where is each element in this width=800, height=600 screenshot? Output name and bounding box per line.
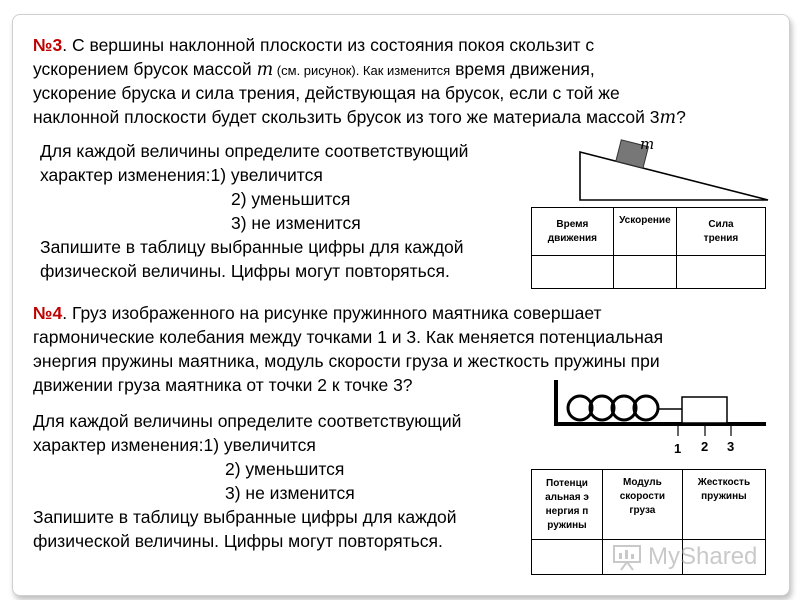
task3-line1 (33, 33, 594, 57)
task3-line4-sym: m (659, 108, 677, 128)
task4-number: №4 (33, 303, 63, 323)
task3-mass-symbol: m (256, 60, 274, 80)
task3-header-friction: Сила трения (676, 208, 765, 256)
task4-line1-text: . Груз изображенного на рисунке пружинного маятника совершает (62, 303, 602, 323)
task4-header-potential: Потенциальная энергия пружины (532, 470, 603, 540)
task4-line1 (33, 301, 602, 325)
task3-line2 (33, 57, 595, 83)
task3-line4-a: наклонной плоскости будет скользить брусок из того же материала массой 3 (33, 107, 660, 127)
spring-coils (568, 396, 658, 420)
task3-number: №3 (33, 35, 63, 55)
task4-write1: Запишите в таблицу выбранные цифры для каждой (33, 507, 457, 527)
task3-opt2: 2) уменьшится (231, 189, 351, 209)
task3-answer-cell-3[interactable] (676, 256, 765, 289)
task4-write2: физической величины. Цифры могут повторяться. (33, 531, 443, 551)
task4-header-stiffness: Жесткость пружины (682, 470, 765, 540)
spring-pendulum-figure (548, 378, 773, 460)
pendulum-load (682, 397, 727, 423)
task4-instr1: Для каждой величины определите соответствующий (33, 411, 462, 431)
task3-write2: физической величины. Цифры могут повторяться. (40, 261, 450, 281)
task3-answer-cell-2[interactable] (613, 256, 676, 289)
task3-answer-table (531, 207, 766, 289)
task3-opt3: 3) не изменится (231, 213, 361, 233)
task4-answer-cell-1[interactable] (532, 540, 603, 575)
task4-instr2: характер изменения:1) увеличится (33, 435, 316, 455)
block-mass-label: m (640, 135, 655, 153)
task3-line2-a: ускорением брусок массой (33, 59, 252, 79)
task3-line2-b: (см. рисунок). Как изменится (273, 63, 451, 78)
task4-line4: движении груза маятника от точки 2 к точке 3? (33, 375, 413, 395)
task4-line2: гармонические колебания между точками 1 и 3. Как меняется потенциальная (33, 327, 664, 347)
point-label-1: 1 (674, 441, 682, 456)
task3-line2-c: время движения, (455, 59, 595, 79)
task3-line3: ускорение бруска и сила трения, действующая на брусок, если с той же (33, 83, 620, 103)
task4-line3: энергия пружины маятника, модуль скорости груза и жесткость пружины при (33, 351, 660, 371)
task3-line4 (33, 105, 686, 130)
presentation-board-icon (612, 543, 642, 571)
inclined-plane-figure (570, 132, 775, 207)
task3-write1: Запишите в таблицу выбранные цифры для каждой (40, 237, 464, 257)
task4-opt2: 2) уменьшится (225, 459, 345, 479)
point-label-2: 2 (701, 439, 709, 454)
task3-line4-end: ? (676, 107, 686, 127)
task3-header-time: Время движения (532, 208, 614, 256)
task4-header-speed: Модуль скорости груза (602, 470, 682, 540)
watermark (612, 540, 767, 574)
task4-opt3: 3) не изменится (225, 483, 355, 503)
task3-instr1: Для каждой величины определите соответствующий (40, 141, 469, 161)
task3-line1-text: . С вершины наклонной плоскости из состояния покоя скользит с (62, 35, 595, 55)
task3-answer-cell-1[interactable] (532, 256, 614, 289)
inclined-plane (580, 152, 768, 200)
task3-instr2: характер изменения:1) увеличится (40, 165, 323, 185)
watermark-text: MyShared (648, 543, 758, 570)
task3-header-accel: Ускорение (613, 208, 676, 256)
point-label-3: 3 (727, 439, 735, 454)
